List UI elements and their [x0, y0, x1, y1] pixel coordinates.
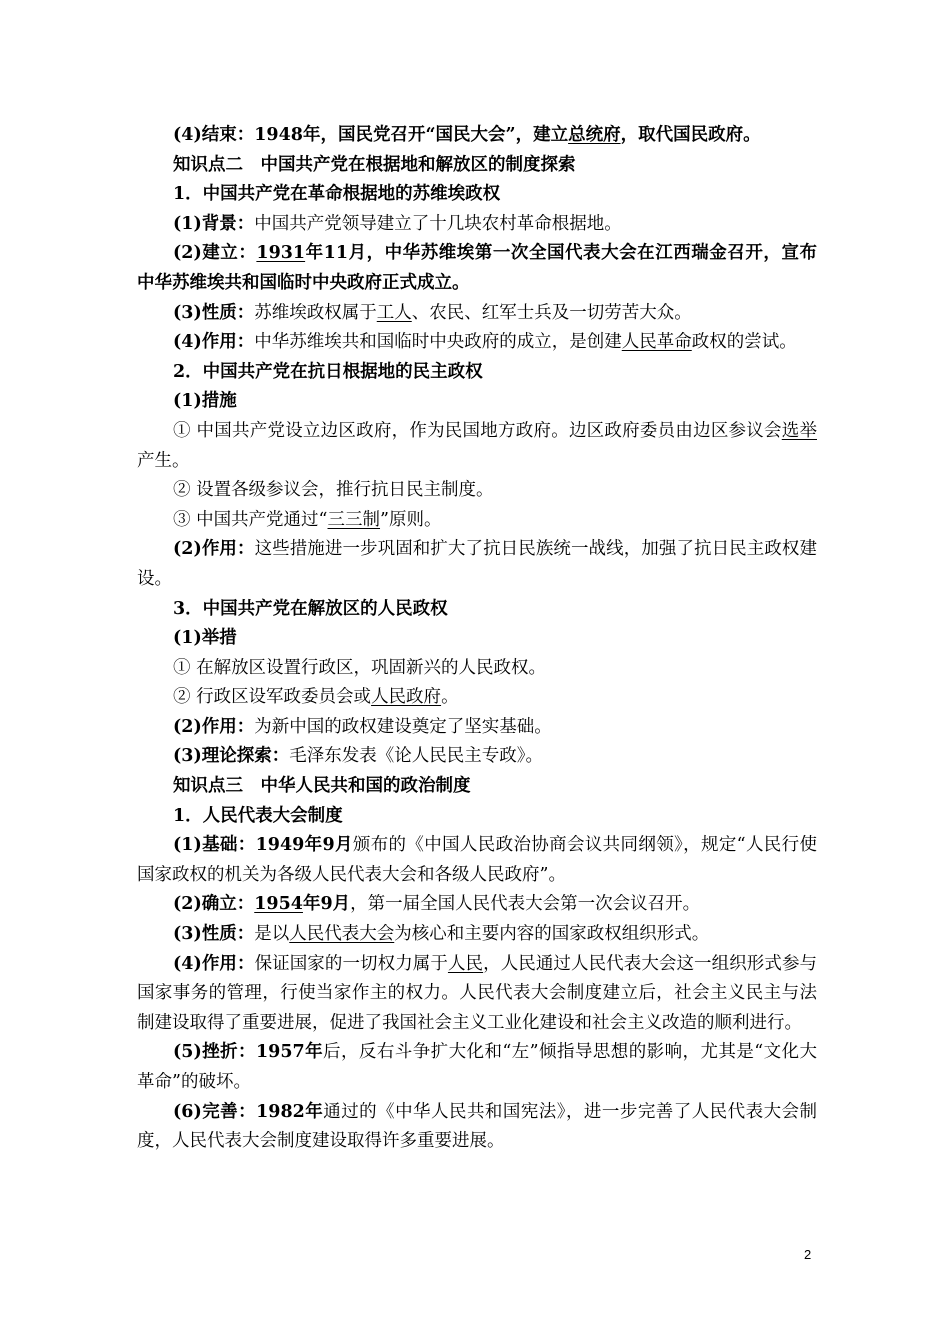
- text-run: ，取代国民政府。: [620, 125, 761, 145]
- paragraph: [137, 299, 817, 329]
- paragraph: [137, 624, 817, 654]
- paragraph: [137, 1098, 817, 1157]
- text-run: 中国共产党领导建立了十几块农村革命根据地。: [254, 213, 622, 234]
- text-run: (2)作用：: [173, 716, 255, 737]
- paragraph: [137, 328, 817, 358]
- paragraph: [137, 890, 817, 920]
- underlined-text: 1931: [256, 243, 306, 264]
- paragraph: [137, 417, 817, 476]
- paragraph: [137, 742, 817, 772]
- underlined-text: 选举: [781, 420, 817, 441]
- text-run: ，人民通过人民代表大会这一组织形式参与国家事务的管理，行使当家作主的权力。人民代表大会制度建立后，社会主义民主与法制建设取得了重要进展，促进了我国社会主义工业化建设和社会主义改造的顺利进行。: [137, 953, 818, 1033]
- text-run: (1)举措: [173, 628, 237, 649]
- text-run: 为核心和主要内容的国家政权组织形式。: [394, 924, 710, 945]
- text-run: 通过的《中华人民共和国宪法》，进一步完善了人民代表大会制度，人民代表大会制度建设取得许多重要进展。: [137, 1101, 817, 1152]
- text-run: 颁布的《中国人民政治协商会议共同纲领》，规定“人民行使国家政权的机关为各级人民代表大会和各级人民政府”。: [137, 835, 817, 885]
- underlined-text: 总统府: [568, 125, 621, 145]
- text-run: (2)建立：: [173, 243, 257, 264]
- underlined-text: 工人: [376, 302, 412, 323]
- paragraph: [137, 920, 817, 950]
- text-run: (4)结束：1948年，国民党召开“国民大会”，建立: [173, 125, 569, 145]
- underlined-text: 人民政府: [371, 687, 442, 708]
- text-run: 毛泽东发表《论人民民主专政》。: [289, 746, 543, 767]
- paragraph: [137, 535, 817, 594]
- text-run: (4)作用：: [173, 332, 255, 353]
- paragraph: [137, 1038, 817, 1097]
- paragraph: [137, 121, 817, 151]
- text-run: (2)作用：: [173, 539, 255, 560]
- paragraph: [137, 950, 817, 1039]
- underlined-text: 1954: [254, 894, 303, 915]
- text-run: (4)作用：: [173, 953, 255, 974]
- paragraph: [137, 802, 817, 832]
- paragraph: [137, 654, 817, 684]
- paragraph: [137, 772, 817, 802]
- text-run: (3)性质：: [173, 924, 255, 945]
- text-run: 、农民、红军士兵及一切劳苦大众。: [411, 302, 692, 323]
- text-run: (1)措施: [173, 391, 237, 412]
- paragraph: [137, 476, 817, 506]
- text-run: (1)背景：: [173, 213, 255, 234]
- paragraph: [137, 180, 817, 210]
- text-run: ② 设置各级参议会，推行抗日民主制度。: [173, 480, 494, 501]
- text-run: ① 在解放区设置行政区，巩固新兴的人民政权。: [173, 657, 547, 678]
- text-run: 产生。: [137, 450, 190, 471]
- text-run: 为新中国的政权建设奠定了坚实基础。: [254, 716, 552, 737]
- text-run: ② 行政区设军政委员会或: [173, 687, 372, 708]
- underlined-text: 人民: [447, 953, 484, 974]
- text-run: 3．中国共产党在解放区的人民政权: [173, 598, 448, 619]
- paragraph: [137, 151, 817, 181]
- text-run: 年11月，中华苏维埃第一次全国代表大会在江西瑞金召开，宣布中华苏维埃共和国临时中央政府正式成立。: [137, 243, 817, 293]
- document-body: [137, 121, 817, 1157]
- text-run: 。: [441, 687, 459, 708]
- paragraph: [137, 210, 817, 240]
- text-run: 政权的尝试。: [691, 332, 797, 353]
- text-run: 苏维埃政权属于: [254, 302, 377, 323]
- text-run: 1．中国共产党在革命根据地的苏维埃政权: [173, 184, 501, 205]
- paragraph: [137, 506, 817, 536]
- text-run: (6)完善：1982年: [173, 1101, 324, 1122]
- text-run: 这些措施进一步巩固和扩大了抗日民族统一战线，加强了抗日民主政权建设。: [137, 539, 817, 589]
- text-run: ，第一届全国人民代表大会第一次会议召开。: [350, 894, 701, 915]
- text-run: 年9月: [302, 894, 351, 915]
- text-run: 中华苏维埃共和国临时中央政府的成立，是创建: [254, 332, 622, 353]
- text-run: 保证国家的一切权力属于: [254, 953, 448, 974]
- paragraph: [137, 713, 817, 743]
- text-run: (5)挫折：1957年: [173, 1042, 324, 1063]
- text-run: (3)理论探索：: [173, 746, 290, 767]
- text-run: ① 中国共产党设立边区政府，作为民国地方政府。边区政府委员由边区参议会: [173, 420, 782, 441]
- text-run: ”原则。: [380, 509, 442, 530]
- paragraph: [137, 683, 817, 713]
- text-run: (2)确立：: [173, 894, 255, 915]
- text-run: ③ 中国共产党通过“: [173, 509, 328, 530]
- paragraph: [137, 358, 817, 388]
- text-run: 知识点三 中华人民共和国的政治制度: [173, 776, 471, 797]
- text-run: (1)基础：1949年9月: [173, 835, 353, 856]
- paragraph: [137, 387, 817, 417]
- paragraph: [137, 239, 817, 298]
- text-run: 后，反右斗争扩大化和“左”倾指导思想的影响，尤其是“文化大革命”的破坏。: [137, 1042, 817, 1092]
- paragraph: [137, 831, 817, 890]
- text-run: (3)性质：: [173, 302, 255, 323]
- text-run: 1．人民代表大会制度: [173, 805, 343, 826]
- paragraph: [137, 595, 817, 625]
- text-run: 2．中国共产党在抗日根据地的民主政权: [173, 361, 483, 382]
- text-run: 是以: [254, 924, 290, 945]
- underlined-text: 人民革命: [621, 332, 692, 353]
- underlined-text: 三三制: [327, 509, 381, 530]
- page-number: 2: [804, 1247, 812, 1262]
- underlined-text: 人民代表大会: [289, 924, 395, 945]
- text-run: 知识点二 中国共产党在根据地和解放区的制度探索: [173, 154, 576, 175]
